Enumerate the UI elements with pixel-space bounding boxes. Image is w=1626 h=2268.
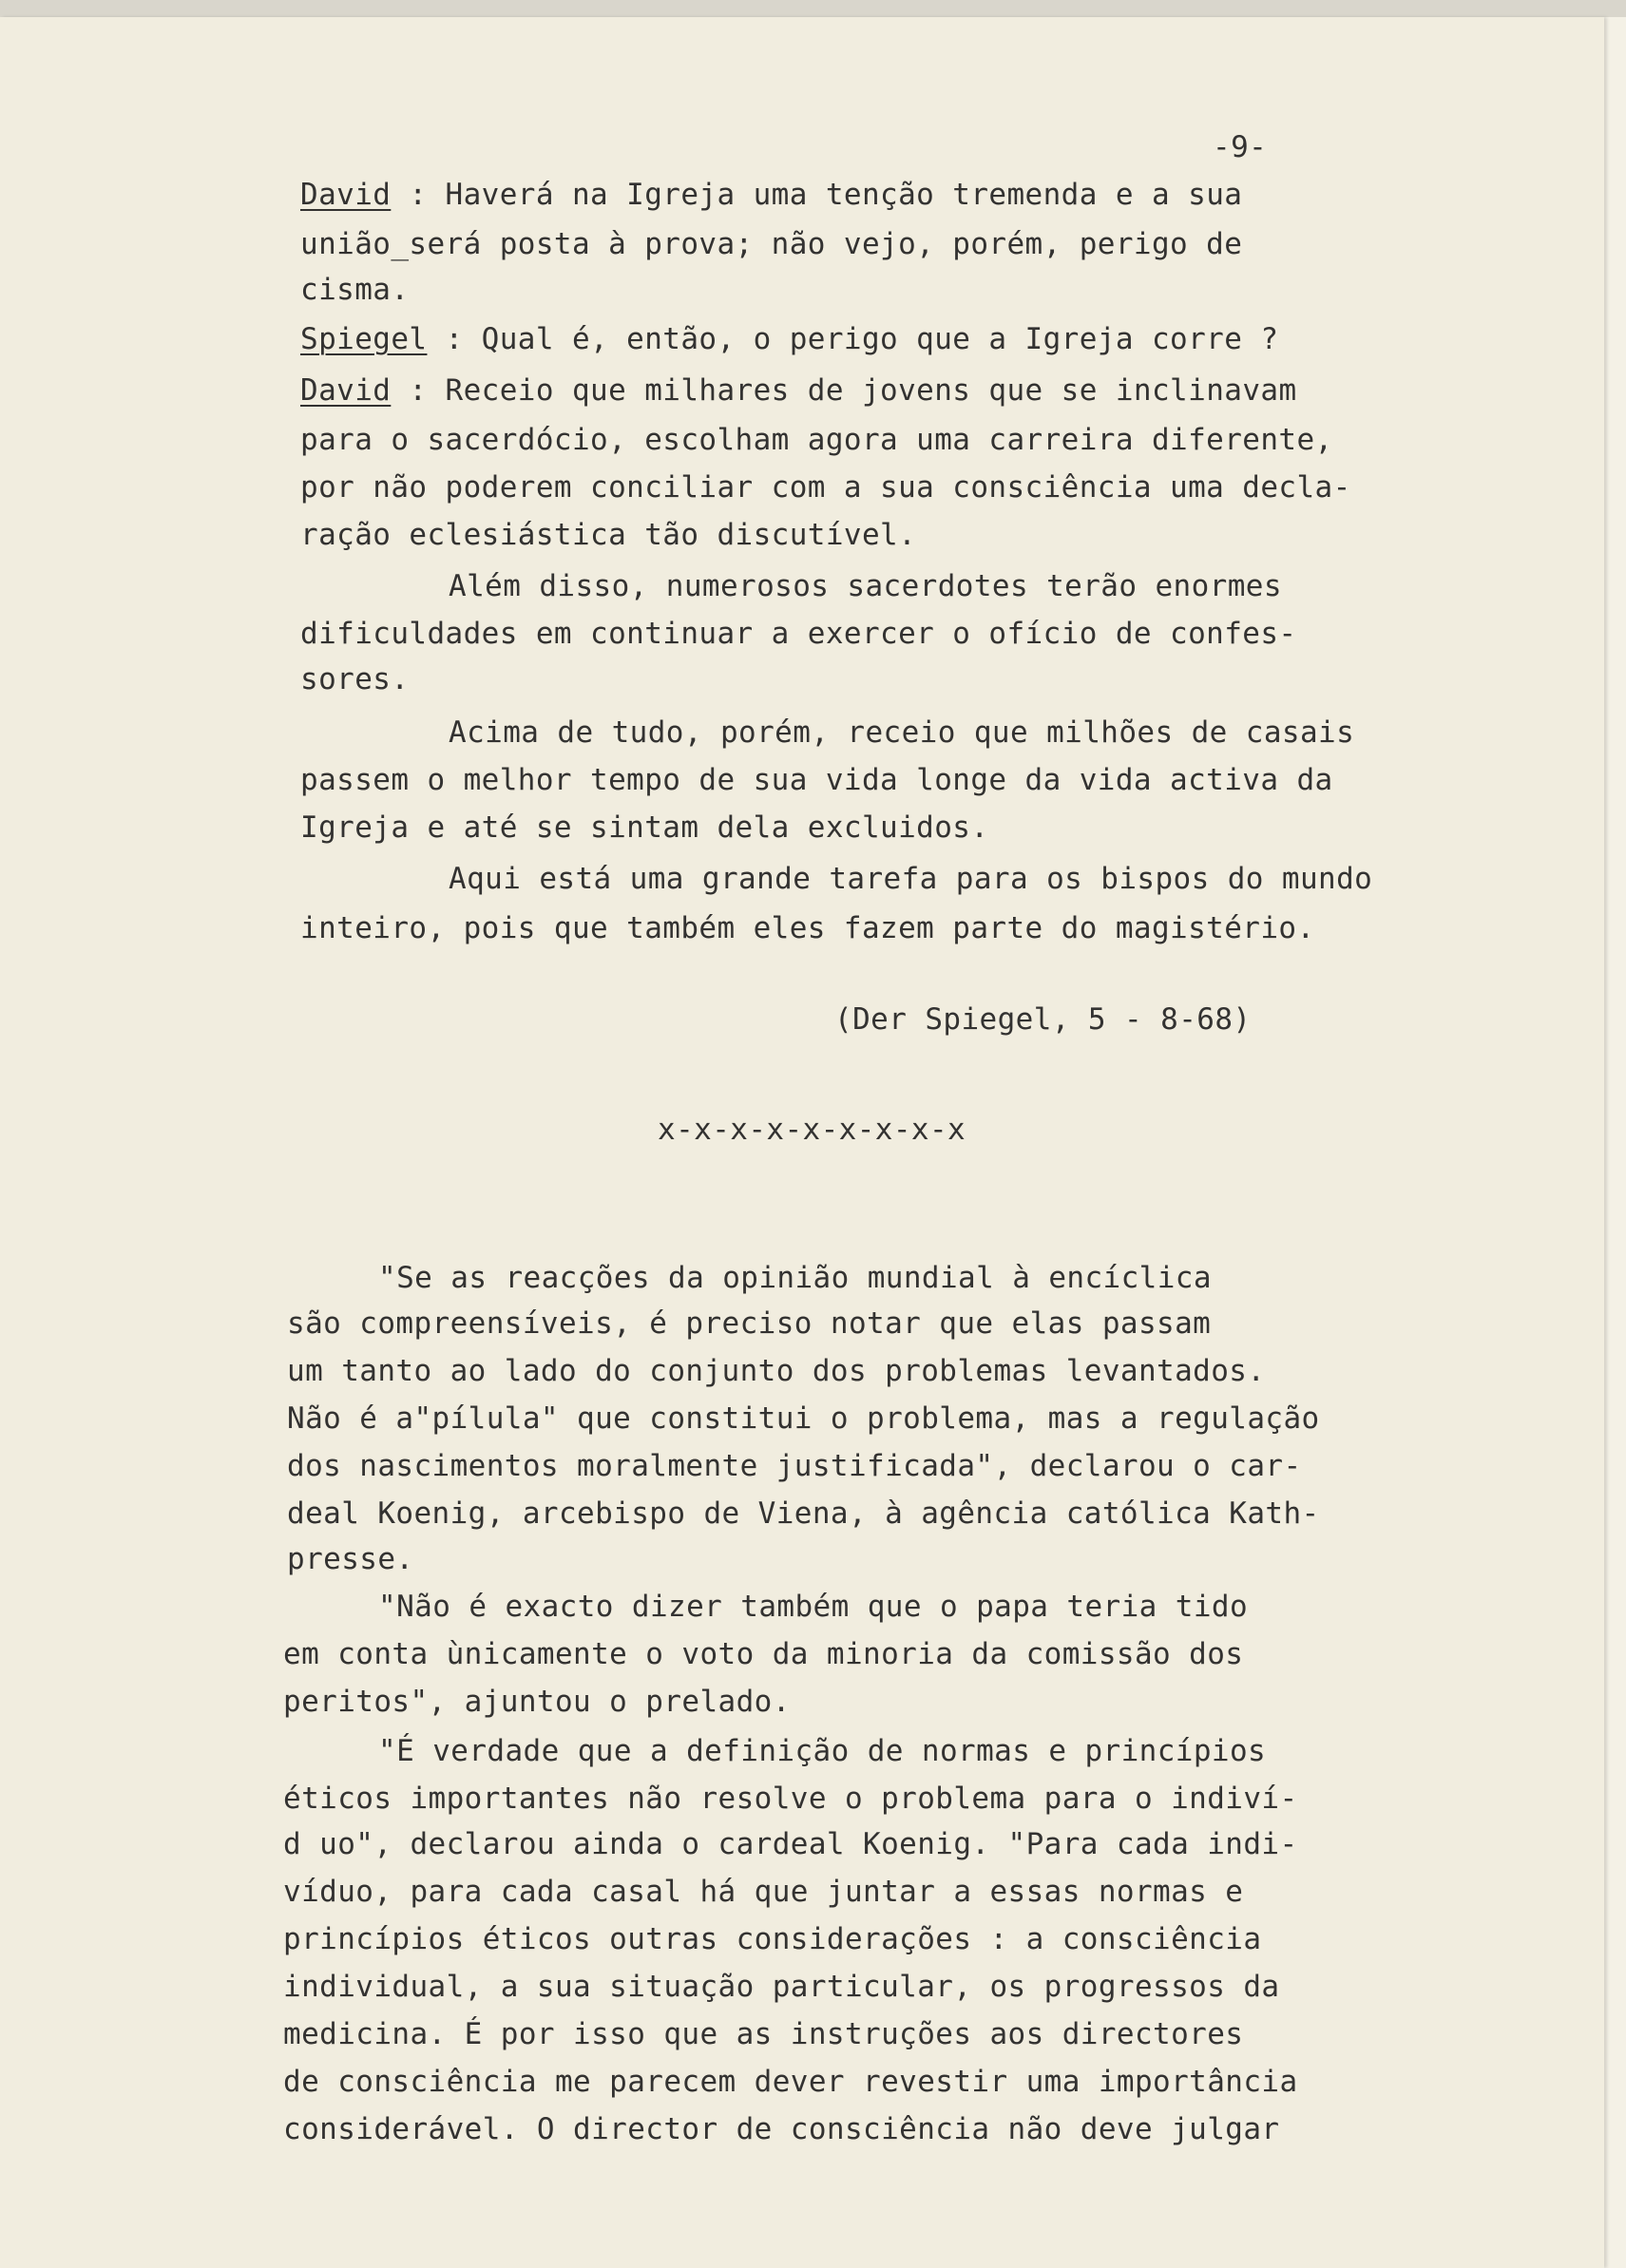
dialogue-text: : Receio que milhares de jovens que se inclinavam	[391, 373, 1297, 408]
speaker-name: Spiegel	[300, 322, 428, 356]
paragraph-line: inteiro, pois que também eles fazem parte do magistério.	[300, 911, 1315, 945]
paragraph-line: individual, a sua situação particular, os progressos da	[283, 1970, 1280, 2004]
dialogue-line	[300, 177, 1242, 213]
paragraph-line: em conta ùnicamente o voto da minoria da comissão dos	[283, 1637, 1244, 1671]
paragraph-line: deal Koenig, arcebispo de Viena, à agência católica Kath-	[287, 1496, 1320, 1531]
paragraph-line: "Se as reacções da opinião mundial à encíclica	[378, 1261, 1212, 1295]
section-separator: x-x-x-x-x-x-x-x-x	[658, 1113, 966, 1147]
dialogue-line: para o sacerdócio, escolham agora uma carreira diferente,	[300, 423, 1333, 457]
paragraph-line: princípios éticos outras considerações : a consciência	[283, 1922, 1262, 1956]
paragraph-line: dos nascimentos moralmente justificada", declarou o car-	[287, 1449, 1302, 1483]
dialogue-line	[300, 321, 1278, 357]
dialogue-line: ração eclesiástica tão discutível.	[300, 518, 917, 552]
source-citation: (Der Spiegel, 5 - 8-68)	[834, 1002, 1252, 1037]
document-page	[0, 17, 1604, 2268]
paragraph-line: dificuldades em continuar a exercer o ofício de confes-	[300, 617, 1297, 651]
paragraph-line: Acima de tudo, porém, receio que milhões de casais	[449, 715, 1355, 750]
speaker-name: David	[300, 178, 392, 212]
speaker-name: David	[300, 373, 392, 408]
paragraph-line: considerável. O director de consciência não deve julgar	[283, 2112, 1280, 2146]
paragraph-line: víduo, para cada casal há que juntar a essas normas e	[283, 1875, 1244, 1909]
scan-top-border	[0, 0, 1626, 17]
dialogue-line	[300, 372, 1297, 409]
paragraph-line: "Não é exacto dizer também que o papa teria tido	[378, 1590, 1249, 1624]
dialogue-line: por não poderem conciliar com a sua consciência uma decla-	[300, 470, 1351, 505]
paragraph-line: d uo", declarou ainda o cardeal Koenig. "Para cada indi-	[283, 1827, 1298, 1861]
paragraph-line: medicina. É por isso que as instruções aos directores	[283, 2017, 1244, 2051]
paragraph-line: éticos importantes não resolve o problema para o indiví-	[283, 1782, 1298, 1816]
paragraph-line: Além disso, numerosos sacerdotes terão enormes	[449, 569, 1282, 603]
paragraph-line: são compreensíveis, é preciso notar que elas passam	[287, 1306, 1212, 1341]
paragraph-line: Igreja e até se sintam dela excluidos.	[300, 810, 989, 845]
paragraph-line: Aqui está uma grande tarefa para os bispos do mundo	[449, 862, 1373, 896]
dialogue-text: : Haverá na Igreja uma tenção tremenda e a sua	[391, 178, 1243, 212]
paragraph-line: um tanto ao lado do conjunto dos problemas levantados.	[287, 1354, 1266, 1388]
paragraph-line: passem o melhor tempo de sua vida longe da vida activa da	[300, 763, 1333, 797]
paragraph-line: "É verdade que a definição de normas e princípios	[378, 1734, 1267, 1768]
paragraph-line: presse.	[287, 1542, 414, 1576]
page-number: -9-	[1213, 130, 1268, 164]
dialogue-line: cisma.	[300, 273, 410, 307]
dialogue-text: : Qual é, então, o perigo que a Igreja corre ?	[427, 322, 1279, 356]
paragraph-line: sores.	[300, 662, 410, 696]
paragraph-line: peritos", ajuntou o prelado.	[283, 1685, 791, 1719]
paragraph-line: Não é a"pílula" que constitui o problema, mas a regulação	[287, 1401, 1320, 1436]
paragraph-line: de consciência me parecem dever revestir uma importância	[283, 2065, 1298, 2099]
dialogue-line: união_será posta à prova; não vejo, porém, perigo de	[300, 227, 1243, 261]
